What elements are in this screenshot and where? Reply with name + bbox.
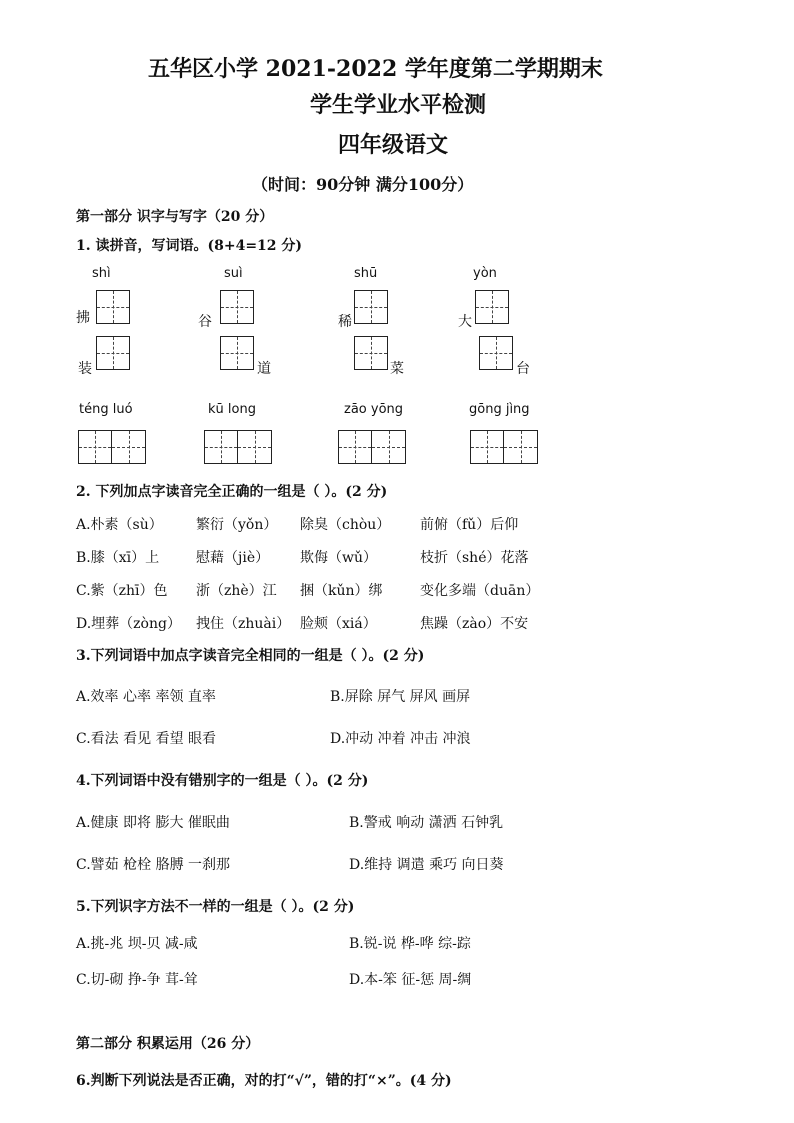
q3-option-a: A.效率 心率 率领 直率 xyxy=(76,689,216,705)
writing-box[interactable] xyxy=(96,336,130,370)
writing-box[interactable] xyxy=(220,336,254,370)
q2-option-b-1: B.膝（xī）上 xyxy=(76,550,160,566)
writing-box[interactable] xyxy=(78,430,146,464)
exam-subject: 四年级语文 xyxy=(338,132,449,158)
q1-char-8: 台 xyxy=(516,361,530,377)
q2-option-d-4: 焦躁（zào）不安 xyxy=(420,616,529,632)
q1-pinyin-6: kū long xyxy=(208,402,256,417)
writing-box[interactable] xyxy=(220,290,254,324)
q1-pinyin-3: shū xyxy=(354,266,378,281)
q1-char-4: 大 xyxy=(458,314,472,330)
q3-option-c: C.看法 看见 看望 眼看 xyxy=(76,731,217,747)
writing-box[interactable] xyxy=(479,336,513,370)
q2-option-a-4: 前俯（fǔ）后仰 xyxy=(420,517,519,533)
q2-option-c-2: 浙（zhè）江 xyxy=(196,583,277,599)
q6-prompt: 6.判断下列说法是否正确，对的打“√”，错的打“×”。(4 分) xyxy=(76,1073,452,1089)
q4-option-d: D.维持 调遣 乘巧 向日葵 xyxy=(349,857,504,873)
q4-prompt: 4.下列词语中没有错别字的一组是（ ）。(2 分) xyxy=(76,773,369,789)
q2-option-b-4: 枝折（shé）花落 xyxy=(420,550,529,566)
q2-prompt: 2. 下列加点字读音完全正确的一组是（ ）。(2 分) xyxy=(76,484,388,500)
q1-pinyin-5: téng luó xyxy=(79,402,133,417)
q1-prompt: 1. 读拼音，写词语。(8+4=12 分) xyxy=(76,238,303,254)
q3-option-b: B.屏除 屏气 屏风 画屏 xyxy=(330,689,471,705)
exam-title-line1: 五华区小学 2021-2022 学年度第二学期期末 xyxy=(148,56,603,82)
q2-option-a-3: 除臭（chòu） xyxy=(300,517,391,533)
q1-char-7: 菜 xyxy=(390,361,404,377)
q4-option-b: B.警戒 响动 潇洒 石钟乳 xyxy=(349,815,504,831)
q1-pinyin-1: shì xyxy=(92,266,111,281)
exam-time: （时间：90分钟 满分100分） xyxy=(252,175,474,194)
q1-char-6: 道 xyxy=(257,361,271,377)
q2-option-d-2: 拽住（zhuài） xyxy=(196,616,291,632)
part1-title: 第一部分 识字与写字（20 分） xyxy=(76,209,274,225)
q1-pinyin-2: suì xyxy=(224,266,243,281)
writing-box[interactable] xyxy=(470,430,538,464)
writing-box[interactable] xyxy=(354,336,388,370)
q2-option-a-2: 繁衍（yǒn） xyxy=(196,517,278,533)
q2-option-a-1: A.朴素（sù） xyxy=(76,517,163,533)
exam-title-line2: 学生学业水平检测 xyxy=(310,92,487,118)
q2-option-d-1: D.埋葬（zòng） xyxy=(76,616,181,632)
q2-option-c-4: 变化多端（duān） xyxy=(420,583,540,599)
writing-box[interactable] xyxy=(96,290,130,324)
q1-char-1: 拂 xyxy=(76,310,90,326)
q2-option-b-2: 慰藉（jiè） xyxy=(196,550,270,566)
writing-box[interactable] xyxy=(354,290,388,324)
q5-option-d: D.本-笨 征-惩 周-绸 xyxy=(349,972,472,988)
q1-pinyin-8: gōng jìng xyxy=(469,402,530,417)
q5-option-a: A.挑-兆 坝-贝 减-咸 xyxy=(76,936,198,952)
q2-option-c-1: C.紫（zhī）色 xyxy=(76,583,168,599)
q1-pinyin-7: zāo yōng xyxy=(344,402,404,417)
q5-option-b: B.锐-说 桦-哗 综-踪 xyxy=(349,936,471,952)
q1-pinyin-4: yòn xyxy=(473,266,497,281)
q3-prompt: 3.下列词语中加点字读音完全相同的一组是（ ）。(2 分) xyxy=(76,648,425,664)
q1-char-3: 稀 xyxy=(338,314,352,330)
q4-option-c: C.譬茹 枪栓 胳膊 一刹那 xyxy=(76,857,231,873)
q4-option-a: A.健康 即将 膨大 催眠曲 xyxy=(76,815,230,831)
q2-option-d-3: 脸颊（xiá） xyxy=(300,616,377,632)
q5-prompt: 5.下列识字方法不一样的一组是（ ）。(2 分) xyxy=(76,899,355,915)
q2-option-c-3: 捆（kǔn）绑 xyxy=(300,583,383,599)
writing-box[interactable] xyxy=(204,430,272,464)
q2-option-b-3: 欺侮（wǔ） xyxy=(300,550,377,566)
q1-char-5: 装 xyxy=(78,361,92,377)
q5-option-c: C.切-砌 挣-争 茸-耸 xyxy=(76,972,198,988)
part2-title: 第二部分 积累运用（26 分） xyxy=(76,1036,260,1052)
writing-box[interactable] xyxy=(338,430,406,464)
writing-box[interactable] xyxy=(475,290,509,324)
q3-option-d: D.冲动 冲着 冲击 冲浪 xyxy=(330,731,471,747)
q1-char-2: 谷 xyxy=(198,314,212,330)
